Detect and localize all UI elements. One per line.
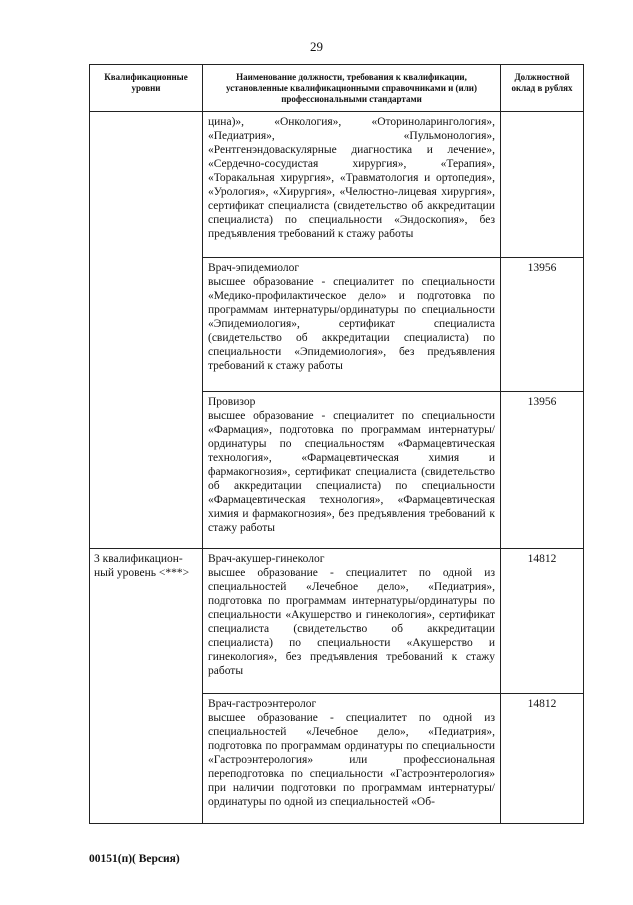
header-salary: Должностной оклад в рублях [501, 65, 584, 112]
table-header-row [90, 65, 584, 112]
position-requirements: высшее образование - специалитет по одной из специальностей «Лечебное дело», «Педиатрия», подготовка по программам интернатуры/ординатуры по специальности «Акушерство и гинекология», сертификат специалиста (свидетельство об аккредитации специалиста) по специальности «Акушерство и гинекология», без предъявления требований к стажу работы [208, 567, 495, 677]
position-cell [203, 694, 501, 824]
table-row [90, 112, 584, 258]
position-cell [203, 258, 501, 392]
position-title: Врач-акушер-гинеколог [208, 553, 325, 565]
salary-cell: 13956 [501, 258, 584, 392]
position-title: Провизор [208, 396, 256, 408]
position-cell [203, 392, 501, 549]
position-title: Врач-эпидемиолог [208, 262, 300, 274]
header-description: Наименование должности, требования к квалификации, установленные квалификационными справочниками и (или) профессиональными стандартами [203, 65, 501, 112]
qualification-table [89, 64, 584, 824]
position-requirements: высшее образование - специалитет по специальности «Медико-профилактическое дело» и подготовка по программам интернатуры/ординатуры по специальности «Эпидемиология», сертификат специалиста (свидетельство об аккредитации специалиста) по специальности «Эпидемиология», без предъявления требований к стажу работы [208, 276, 495, 372]
level-cell-continued [90, 112, 203, 549]
position-requirements: цина)», «Онкология», «Оториноларингология», «Педиатрия», «Пульмонология», «Рентгенэндоваскулярные диагностика и лечение», «Сердечно-сосудистая хирургия», «Терапия», «Торакальная хирургия», «Травматология и ортопедия», «Урология», «Хирургия», «Челюстно-лицевая хирургия», сертификат специалиста (свидетельство об аккредитации специалиста) по специальности «Эндоскопия», без предъявления требований к стажу работы [208, 116, 495, 240]
salary-cell: 14812 [501, 694, 584, 824]
position-title: Врач-гастроэнтеролог [208, 698, 317, 710]
header-level: Квалификационные уровни [90, 65, 203, 112]
position-requirements: высшее образование - специалитет по специальности «Фармация», подготовка по программам интернатуры/ординатуры по специальностям «Фармацевтическая технология», «Фармацевтическая химия и фармакогнозия», сертификат специалиста (свидетельство об аккредитации специалиста) по специальности «Фармацевтическая технология», «Фармацевтическая химия и фармакогнозия», без предъявления требований к стажу работы [208, 410, 495, 534]
salary-cell: 14812 [501, 549, 584, 694]
salary-cell [501, 112, 584, 258]
level-cell: 3 квалификацион-ный уровень <***> [90, 549, 203, 824]
position-cell [203, 112, 501, 258]
table-row [90, 549, 584, 694]
salary-cell: 13956 [501, 392, 584, 549]
position-requirements: высшее образование - специалитет по одной из специальностей «Лечебное дело», «Педиатрия», подготовка по программам ординатуры по специальности «Гастроэнтерология» или профессиональная переподготовка по специальности «Гастроэнтерология» при наличии подготовки по программам интернатуры/ординатуры по одной из специальностей «Об- [208, 712, 495, 808]
page-number: 29 [310, 39, 323, 54]
document-footer-code: 00151(п)( Версия) [89, 853, 180, 865]
position-cell [203, 549, 501, 694]
